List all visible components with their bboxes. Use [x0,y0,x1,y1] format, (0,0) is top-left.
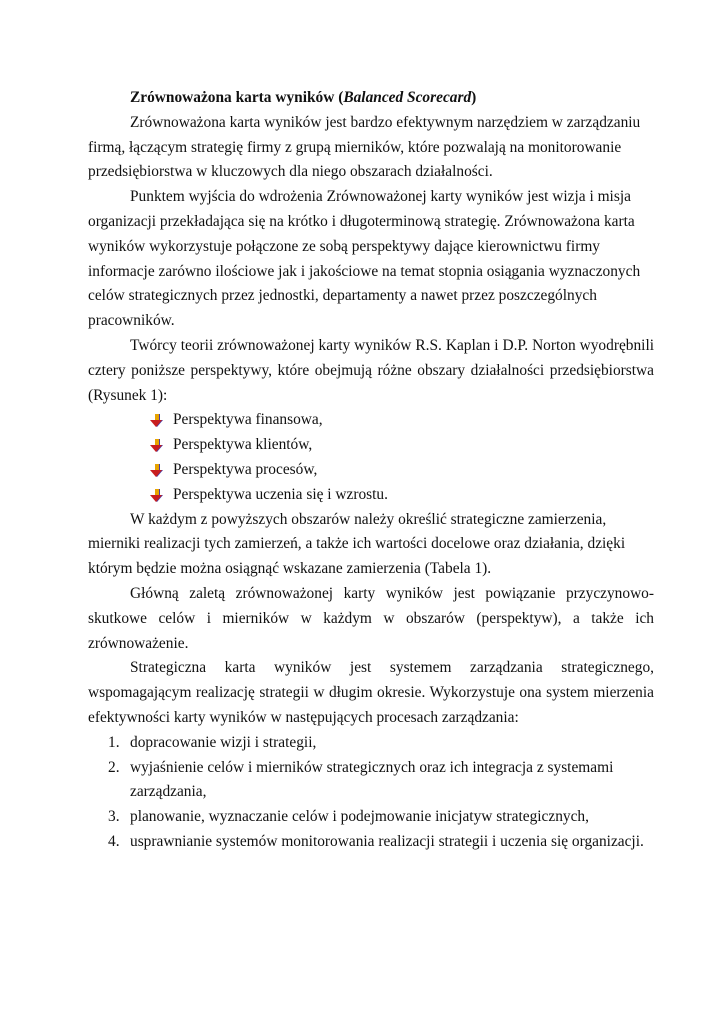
arrow-down-bullet-icon [150,439,164,453]
list-item: 4. usprawnianie systemów monitorowania realizacji strategii i uczenia się organizacji. [108,832,644,850]
heading-text: Zrównoważona karta wyników ( [130,89,344,106]
paragraph-advantage: Główną zaletą zrównoważonej karty wyników jest powiązanie przyczynowo-skutkowe celów i mierników w każdym w obszarów (perspektyw), a także ich zrównoważenie. [88,584,654,652]
list-item: Perspektywa finansowa, [150,408,654,433]
document-page [88,76,654,855]
processes-list [88,731,654,855]
section-heading [88,86,654,111]
heading-close: ) [471,89,477,106]
paragraph-perspectives: Twórcy teorii zrównoważonej karty wyników R.S. Kaplan i D.P. Norton wyodrębnili cztery poniższe perspektywy, które obejmują różne obszary działalności przedsiębiorstwa (Rysunek 1): [88,336,654,404]
arrow-down-bullet-icon [150,414,164,428]
paragraph-strategic: Strategiczna karta wyników jest systemem zarządzania strategicznego, wspomagającym realizację strategii w długim okresie. Wykorzystuje ona system mierzenia efektywności karty wyników w następujących procesach zarządzania: [88,659,654,726]
perspectives-list [88,408,654,507]
arrow-down-bullet-icon [150,464,164,478]
heading-italic: Balanced Scorecard [343,89,472,106]
list-item: Perspektywa klientów, [150,433,654,458]
list-item: 1. dopracowanie wizji i strategii, [108,733,317,751]
list-item: Perspektywa uczenia się i wzrostu. [150,483,654,508]
paragraph-areas: W każdym z powyższych obszarów należy określić strategiczne zamierzenia, mierniki realizacji tych zamierzeń, a także ich wartości docelowe oraz działania, dzięki którym będzie można osiągnąć wskazane zamierzenia (Tabela 1). [88,510,626,578]
list-item: 2. wyjaśnienie celów i mierników strategicznych oraz ich integracja z systemami zarządzania, [108,758,614,801]
list-item: Perspektywa procesów, [150,458,654,483]
arrow-down-bullet-icon [150,489,164,503]
paragraph-intro: Zrównoważona karta wyników jest bardzo efektywnym narzędziem w zarządzaniu firmą, łączącym strategię firmy z grupą mierników, które pozwalają na monitorowanie przedsiębiorstwa w kluczowych dla niego obszarach działalności. [88,113,641,181]
list-item: 3. planowanie, wyznaczanie celów i podejmowanie inicjatyw strategicznych, [108,808,589,826]
paragraph-vision: Punktem wyjścia do wdrożenia Zrównoważonej karty wyników jest wizja i misja organizacji przekładająca się na krótko i długoterminową strategię. Zrównoważona karta wyników wykorzystuje połączone ze sobą perspektywy dające kierownictwu firmy informacje zarówno ilościowe jak i jakościowe na temat stopnia osiągania wyznaczonych celów strategicznych przez jednostki, departamenty a nawet przez poszczególnych pracowników. [88,188,641,330]
